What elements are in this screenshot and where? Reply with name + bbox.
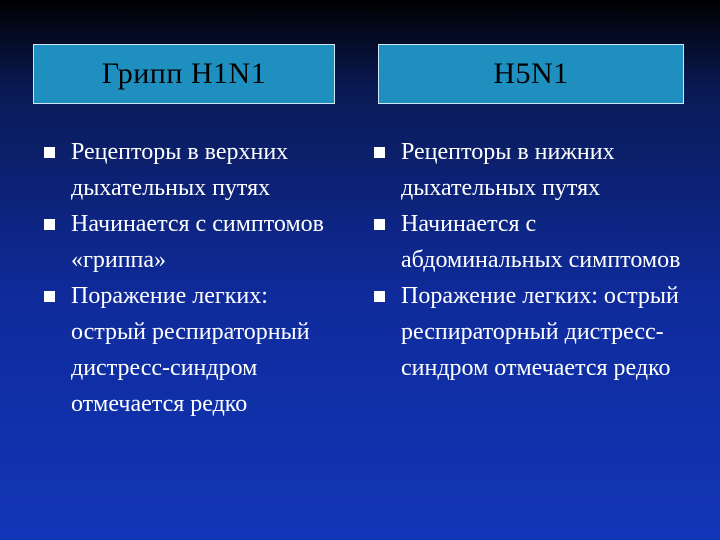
list-item [374, 278, 694, 386]
list-item [44, 134, 344, 206]
square-bullet-icon [44, 147, 55, 158]
square-bullet-icon [374, 291, 385, 302]
list-item [374, 134, 694, 206]
list-item-text: Поражение легких: острый респираторный дистресс-синдром отмечается редко [401, 283, 679, 381]
h5n1-header: H5N1 [378, 44, 684, 104]
square-bullet-icon [44, 291, 55, 302]
h5n1-list [374, 134, 694, 386]
list-item-text: Начинается с абдоминальных симптомов [401, 211, 681, 273]
list-item-text: Поражение легких: острый респираторный дистресс-синдром отмечается редко [71, 283, 310, 417]
h1n1-list [44, 134, 344, 422]
list-item-text: Рецепторы в верхних дыхательных путях [71, 139, 289, 201]
list-item-text: Рецепторы в нижних дыхательных путях [401, 139, 615, 201]
square-bullet-icon [374, 147, 385, 158]
list-item [44, 206, 344, 278]
list-item [374, 206, 694, 278]
square-bullet-icon [44, 219, 55, 230]
list-item [44, 278, 344, 422]
list-item-text: Начинается с симптомов «гриппа» [71, 211, 324, 273]
square-bullet-icon [374, 219, 385, 230]
h1n1-header: Грипп H1N1 [33, 44, 335, 104]
